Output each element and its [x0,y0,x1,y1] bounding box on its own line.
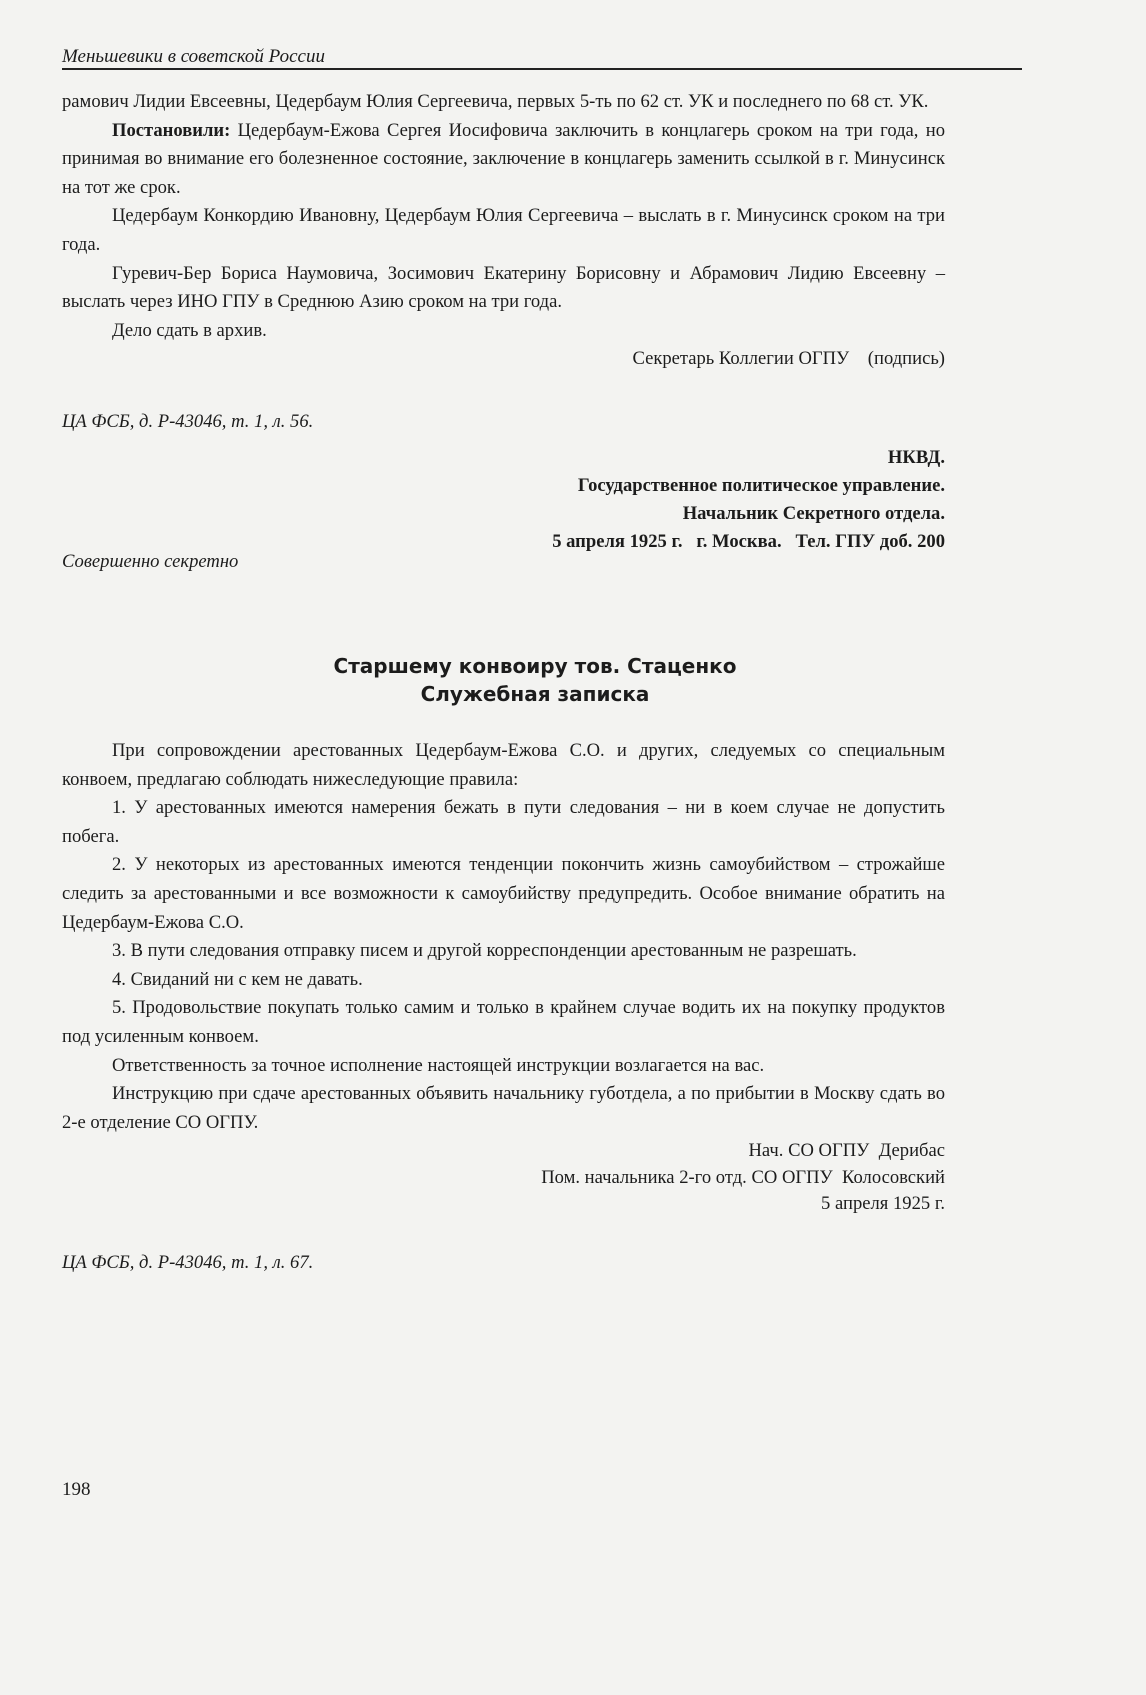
memo-addressee: Старшему конвоиру тов. Стаценко [333,654,737,678]
protocol-p1: рамович Лидии Евсеевны, Цедербаум Юлия Сергеевича, первых 5-ть по 62 ст. УК и последнего по 68 ст. УК. [62,91,929,112]
page-number: 198 [62,1479,91,1500]
header-rule [62,68,1022,70]
memo-title [0,652,1070,708]
memo-signature-2: Пом. начальника 2-го отд. СО ОГПУ Колосовский [541,1167,945,1189]
memo-rule: 4. Свиданий ни с кем не давать. [112,968,363,990]
memo-rule: 1. У арестованных имеются намерения бежать в пути следования – ни в коем случае не допустить побега. [62,797,945,847]
letterhead-directorate: Государственное политическое управление. [577,475,945,496]
memo-source: ЦА ФСБ, д. Р-43046, т. 1, л. 67. [62,1252,314,1273]
memo-responsibility: Ответственность за точное исполнение настоящей инструкции возлагается на вас. [112,1054,765,1076]
memo-rule: 2. У некоторых из арестованных имеются тенденции покончить жизнь самоубийством – строжайше следить за арестованными и все возможности к самоубийству предупредить. Особое внимание обратить на Цедербаум-Ежова С.О. [62,854,945,933]
protocol-p5: Дело сдать в архив. [112,319,267,341]
protocol-p4: Гуревич-Бер Бориса Наумовича, Зосимович Екатерину Борисовну и Абрамович Лидию Евсеевну – выслать через ИНО ГПУ в Среднюю Азию сроком на три года. [62,262,945,313]
resolved-label: Постановили: [112,119,231,141]
protocol-p3: Цедербаум Конкордию Ивановну, Цедербаум Юлия Сергеевича – выслать в г. Минусинск сроком на три года. [62,205,945,255]
memo-date: 5 апреля 1925 г. [821,1193,945,1215]
running-header: Меньшевики в советской России [62,46,325,67]
protocol-excerpt [62,88,945,374]
protocol-signature: Секретарь Коллегии ОГПУ (подпись) [632,348,945,370]
letterhead-date-place: 5 апреля 1925 г. г. Москва. Тел. ГПУ доб. 200 [552,531,945,552]
memo-type: Служебная записка [420,682,650,706]
memo-instruction: Инструкцию при сдаче арестованных объявить начальнику губотдела, а по прибытии в Москву сдать во 2-е отделение СО ОГПУ. [62,1083,945,1133]
memo-rule: 5. Продовольствие покупать только самим и только в крайнем случае водить их на покупку продуктов под усиленным конвоем. [62,997,945,1047]
letterhead-org: НКВД. [887,447,945,468]
memo-intro: При сопровождении арестованных Цедербаум-Ежова С.О. и других, следуемых со специальным конвоем, предлагаю соблюдать нижеследующие правила: [62,740,945,790]
protocol-p2: Постановили: Цедербаум-Ежова Сергея Иосифовича заключить в концлагерь сроком на три года, но принимая во внимание его болезненное состояние, заключение в концлагерь заменить ссылкой в г. Минусинск на тот же срок. [62,119,945,198]
memo-rule: 3. В пути следования отправку писем и другой корреспонденции арестованным не разрешать. [112,940,857,962]
letterhead [62,444,945,556]
classification: Совершенно секретно [62,551,239,572]
protocol-source: ЦА ФСБ, д. Р-43046, т. 1, л. 56. [62,411,314,432]
memo-body [62,737,945,1216]
letterhead-department: Начальник Секретного отдела. [682,503,945,524]
memo-signature-1: Нач. СО ОГПУ Дерибас [748,1140,945,1162]
